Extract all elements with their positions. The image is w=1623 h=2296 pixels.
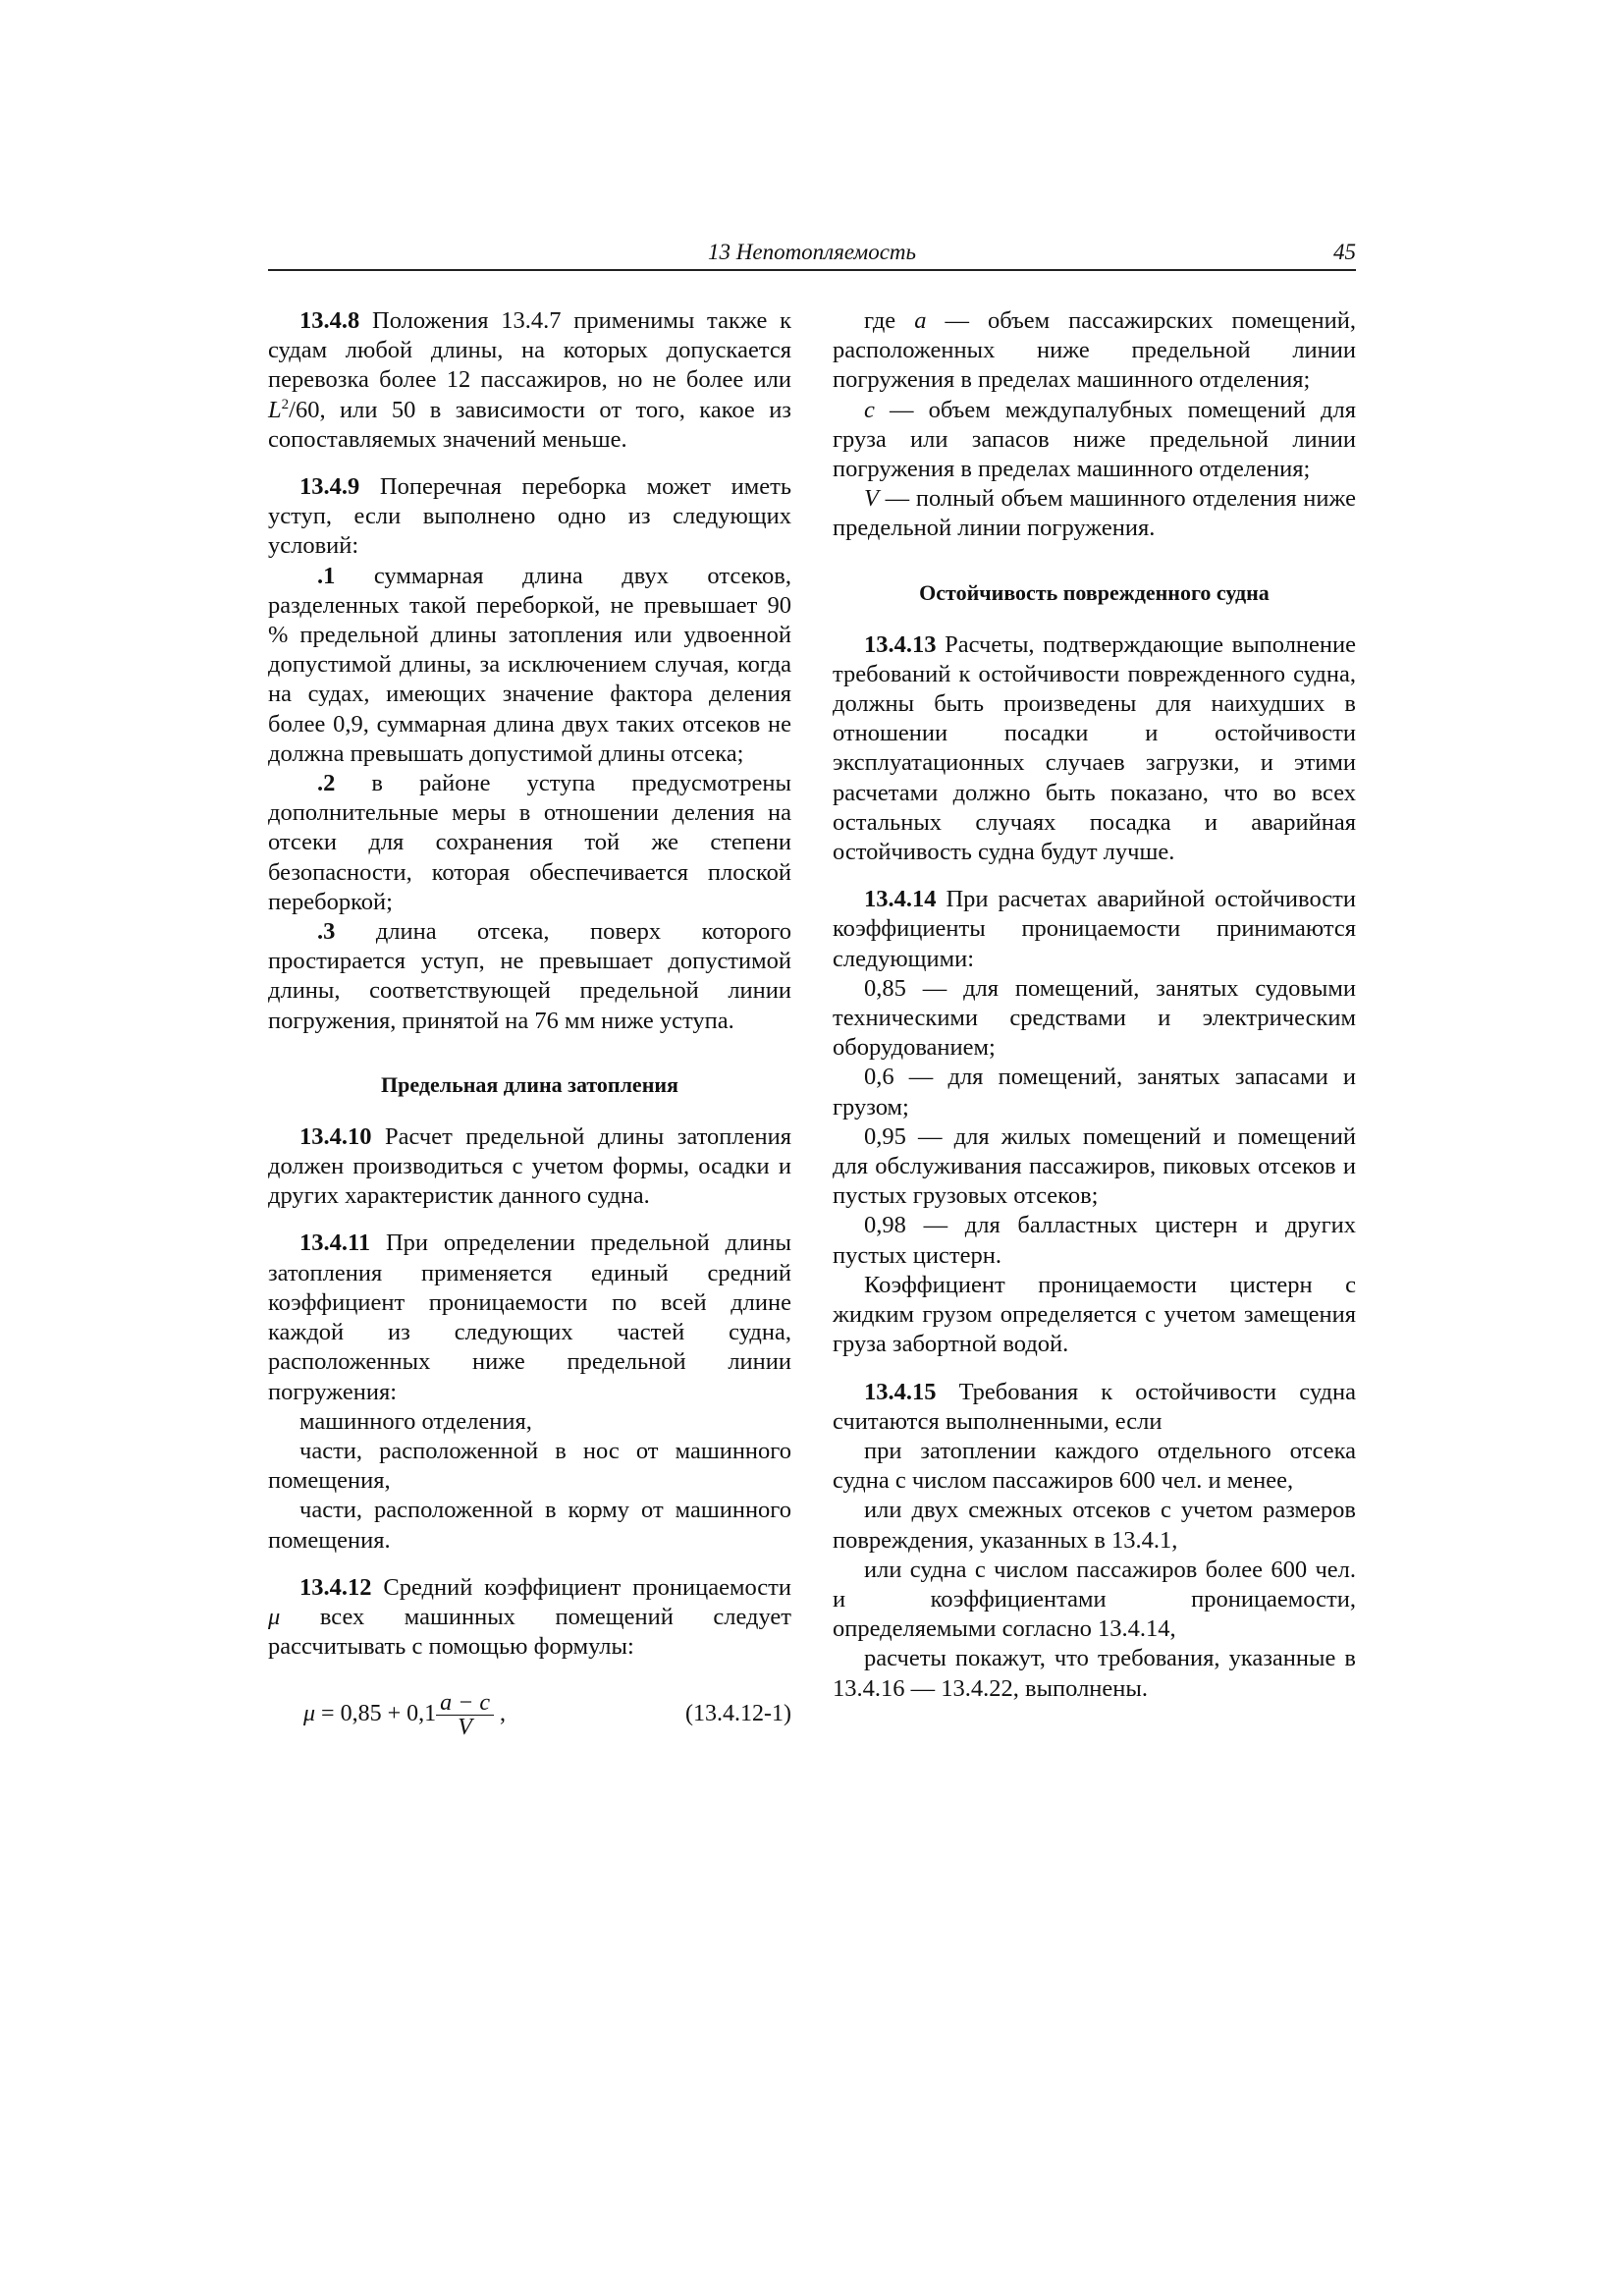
clause-number: 13.4.14 [864, 886, 937, 913]
list-item: при затоплении каждого отдельного отсека судна с числом пассажиров 600 чел. и менее, [833, 1437, 1356, 1495]
list-item: Коэффициент проницаемости цистерн с жидким грузом определяется с учетом замещения груза забортной водой. [833, 1271, 1356, 1358]
list-item: 0,6 — для помещений, занятых запасами и грузом; [833, 1064, 1356, 1121]
list-item: 0,98 — для балластных цистерн и других пустых цистерн. [833, 1212, 1356, 1269]
clause-number: 13.4.11 [299, 1230, 371, 1257]
clause-number: 13.4.8 [299, 307, 360, 334]
list-item: 0,95 — для жилых помещений и помещений для обслуживания пассажиров, пиковых отсеков и пустых грузовых отсеков; [833, 1122, 1356, 1210]
definition-a: где a — объем пассажирских помещений, расположенных ниже предельной линии погружения в пределах машинного отделения; [833, 307, 1356, 394]
clause-number: 13.4.12 [299, 1573, 372, 1601]
fraction [436, 1691, 494, 1739]
list-item: .1 суммарная длина двух отсеков, разделенных такой переборкой, не превышает 90 % предельной длины затопления или удвоенной допустимой длины, за исключением случая, когда на судах, имеющих значение фактора деления более 0,9, суммарная длина двух таких отсеков не должна превышать допустимой длины отсека; [268, 562, 791, 767]
running-header [268, 240, 1356, 271]
paragraph-13-4-12: 13.4.12 Средний коэффициент проницаемости μ всех машинных помещений следует рассчитывать с помощью формулы: [268, 1573, 791, 1661]
paragraph-13-4-13: 13.4.13 Расчеты, подтверждающие выполнение требований к остойчивости поврежденного судна, должны быть произведены для наихудших в отношении посадки и остойчивости эксплуатационных случаев загрузки, и этими расчетами должно быть показано, что во всех остальных случаях посадка и аварийная остойчивость судна будут лучше. [833, 630, 1356, 866]
paragraph-13-4-11: 13.4.11 При определении предельной длины затопления применяется единый средний коэффициент проницаемости по всей длине каждой из следующих частей судна, расположенных ниже предельной линии погружения: [268, 1230, 791, 1405]
paragraph-13-4-8: 13.4.8 Положения 13.4.7 применимы также к судам любой длины, на которых допускается перевозка более 12 пассажиров, но не более или $L^2/60$, или 50 в зависимости от того, какое из сопоставляемых значений меньше. [268, 307, 791, 453]
list-item: части, расположенной в нос от машинного помещения, [268, 1437, 791, 1495]
list-item: части, расположенной в корму от машинного помещения. [268, 1497, 791, 1554]
paragraph-13-4-15: 13.4.15 Требования к остойчивости судна считаются выполненными, если [833, 1378, 1356, 1435]
clause-number: 13.4.13 [864, 630, 937, 658]
list-item: или судна с числом пассажиров более 600 чел. и коэффициентами проницаемости, определяемыми согласно 13.4.14, [833, 1556, 1356, 1643]
clause-number: 13.4.9 [299, 473, 360, 501]
section-heading: Остойчивость поврежденного судна [919, 579, 1270, 605]
list-item: расчеты покажут, что требования, указанные в 13.4.16 — 13.4.22, выполнены. [833, 1645, 1356, 1702]
definition-c: c — объем междупалубных помещений для груза или запасов ниже предельной линии погружения в пределах машинного отделения; [833, 396, 1356, 483]
paragraph-13-4-10: 13.4.10 Расчет предельной длины затопления должен производиться с учетом формы, осадки и других характеристик данного судна. [268, 1122, 791, 1210]
fraction-numerator: a − c [436, 1691, 494, 1716]
right-column [833, 306, 1356, 1704]
formula [268, 1683, 791, 1750]
clause-number: 13.4.10 [299, 1122, 372, 1150]
formula-number: (13.4.12-1) [685, 1701, 791, 1727]
section-heading: Предельная длина затопления [381, 1071, 678, 1097]
list-item: машинного отделения, [299, 1407, 532, 1435]
formula-expression: μ = 0,85 + 0,1 $\frac{a - c}{V}$ , [303, 1690, 506, 1741]
paragraph-13-4-9: 13.4.9 Поперечная переборка может иметь уступ, если выполнено одно из следующих условий: [268, 473, 791, 560]
paragraph-13-4-14: 13.4.14 При расчетах аварийной остойчивости коэффициенты проницаемости принимаются следующими: [833, 886, 1356, 972]
list-item: .2 в районе уступа предусмотрены дополнительные меры в отношении деления на отсеки для сохранения той же степени безопасности, которая обеспечивается плоской переборкой; [268, 770, 791, 915]
section-title: 13 Непотопляемость [708, 240, 916, 264]
fraction-denominator: V [458, 1715, 472, 1741]
clause-number: 13.4.15 [864, 1378, 937, 1405]
list-item: 0,85 — для помещений, занятых судовыми техническими средствами и электрическим оборудованием; [833, 974, 1356, 1062]
page-number: 45 [1333, 240, 1356, 264]
left-column [268, 306, 791, 1750]
list-item: или двух смежных отсеков с учетом размеров повреждения, указанных в 13.4.1, [833, 1497, 1356, 1554]
list-item: .3 длина отсека, поверх которого простирается уступ, не превышает допустимой длины, соответствующей предельной линии погружения, принятой на 76 мм ниже уступа. [268, 918, 791, 1034]
definition-v: V — полный объем машинного отделения ниже предельной линии погружения. [833, 485, 1356, 542]
